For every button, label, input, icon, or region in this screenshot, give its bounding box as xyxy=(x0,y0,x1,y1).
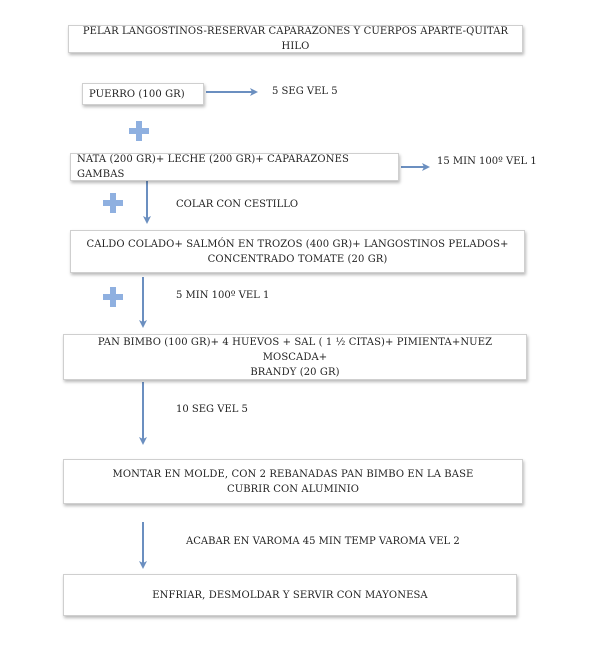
step-text-line-2: BRANDY (20 GR) xyxy=(250,366,340,378)
step-text: NATA (200 GR)+ LECHE (200 GR)+ CAPARAZONES GAMBAS xyxy=(77,154,349,180)
step-box-peel xyxy=(68,25,523,53)
label-5-min: 5 MIN 100º VEL 1 xyxy=(176,290,270,301)
step-text-line-2: CUBRIR CON ALUMINIO xyxy=(226,483,360,495)
step-text-line-1: CALDO COLADO+ SALMÓN EN TROZOS (400 GR)+ LANGOSTINOS PELADOS+ xyxy=(86,238,509,250)
step-box-enfriar xyxy=(63,574,517,616)
label-acabar: ACABAR EN VAROMA 45 MIN TEMP VAROMA VEL 2 xyxy=(186,536,460,547)
step-text-line-1: MONTAR EN MOLDE, CON 2 REBANADAS PAN BIMBO EN LA BASE xyxy=(112,468,474,480)
step-box-nata xyxy=(70,153,399,181)
step-box-montar xyxy=(63,459,523,504)
step-text: PUERRO (100 GR) xyxy=(89,88,185,100)
plus-icon xyxy=(103,287,123,307)
plus-icon xyxy=(129,121,149,141)
plus-icon xyxy=(103,193,123,213)
step-text: PELAR LANGOSTINOS-RESERVAR CAPARAZONES Y CUERPOS APARTE-QUITAR HILO xyxy=(82,26,509,52)
step-box-caldo xyxy=(70,230,525,273)
label-colar: COLAR CON CESTILLO xyxy=(176,199,299,210)
label-15-min: 15 MIN 100º VEL 1 xyxy=(437,156,537,167)
step-box-puerro xyxy=(82,83,204,105)
label-5-seg-vel-5: 5 SEG VEL 5 xyxy=(272,86,338,97)
step-text-line-2: CONCENTRADO TOMATE (20 GR) xyxy=(207,253,388,265)
label-10-seg: 10 SEG VEL 5 xyxy=(176,404,248,415)
step-box-pan-bimbo xyxy=(63,334,527,380)
step-text-line-1: PAN BIMBO (100 GR)+ 4 HUEVOS + SAL ( 1 ½ CITAS)+ PIMIENTA+NUEZ MOSCADA+ xyxy=(97,336,493,363)
step-text: ENFRIAR, DESMOLDAR Y SERVIR CON MAYONESA xyxy=(152,589,428,601)
